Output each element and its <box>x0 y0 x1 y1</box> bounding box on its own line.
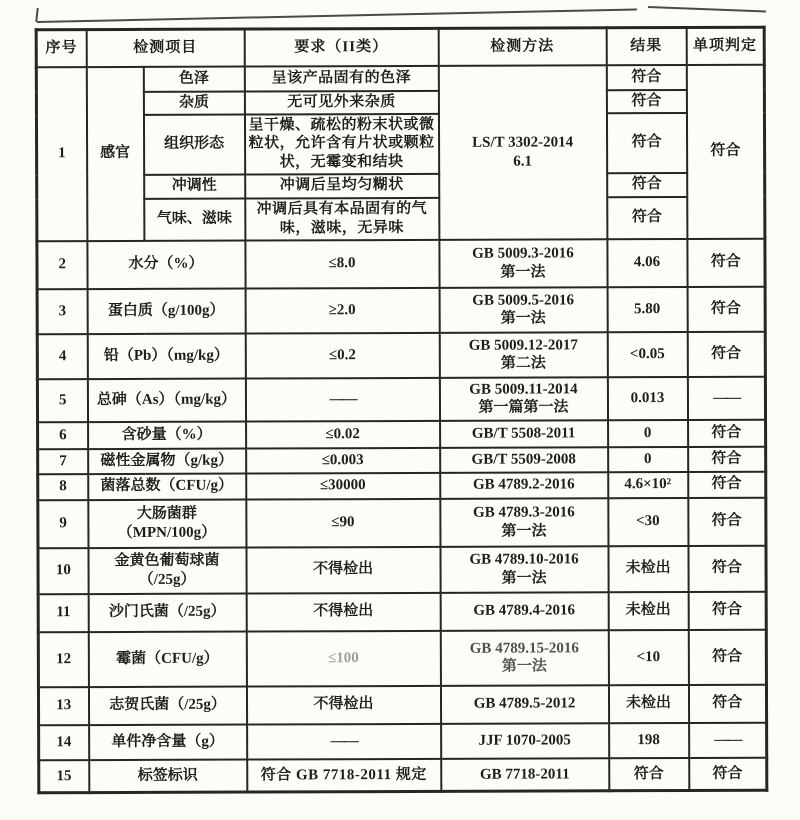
cell-no: 6 <box>38 422 88 449</box>
scan-artifact-line <box>37 8 637 23</box>
cell-no: 8 <box>38 474 88 500</box>
cell-result: <0.05 <box>607 332 687 377</box>
table-row <box>37 331 765 379</box>
cell-item: 感官 <box>86 66 144 240</box>
cell-item: 大肠菌群 （MPN/100g） <box>88 499 246 548</box>
cell-item: 单件净含量（g） <box>89 724 247 760</box>
table-header-row <box>36 27 764 67</box>
cell-judgment: —— <box>687 376 765 419</box>
table-row <box>37 286 765 334</box>
cell-method: GB 4789.5-2012 <box>440 685 608 724</box>
cell-judgment: 符合 <box>688 545 766 591</box>
header-method: 检测方法 <box>438 28 606 66</box>
cell-result: 符合 <box>606 65 686 90</box>
cell-item: 铅（Pb）（mg/kg） <box>87 333 245 379</box>
table-row <box>38 497 766 548</box>
cell-requirement: 呈干燥、疏松的粉末状或微粒状，允许含有片状或颗粒状，无霉变和结块 <box>244 113 438 174</box>
cell-judgment: 符合 <box>688 419 766 446</box>
cell-judgment: 符合 <box>688 591 766 629</box>
table-row <box>38 684 766 725</box>
cell-requirement: 符合 GB 7718-2011 规定 <box>247 759 441 793</box>
cell-result: 未检出 <box>608 685 688 723</box>
table-row <box>36 89 764 115</box>
cell-subitem: 色泽 <box>143 66 244 91</box>
cell-judgment: 符合 <box>688 446 766 471</box>
cell-result: 符合 <box>607 173 687 197</box>
cell-judgment: 符合 <box>689 757 767 790</box>
cell-no: 13 <box>38 687 88 725</box>
cell-result: 未检出 <box>608 546 688 592</box>
cell-requirement: 呈该产品固有的色泽 <box>244 65 438 91</box>
cell-requirement: ≤100 <box>246 631 440 687</box>
cell-requirement: 不得检出 <box>246 547 440 594</box>
cell-no: 10 <box>38 548 88 594</box>
cell-requirement: ≤0.003 <box>246 448 440 474</box>
cell-item: 标签标识 <box>89 759 247 793</box>
table-row <box>36 112 764 175</box>
table-row <box>37 172 765 199</box>
cell-result: 符合 <box>609 758 689 791</box>
cell-method: JJF 1070-2005 <box>441 723 609 759</box>
cell-method: GB/T 5508-2011 <box>440 420 608 448</box>
cell-subitem: 杂质 <box>143 91 244 114</box>
cell-requirement: ≤90 <box>246 499 440 548</box>
header-requirement: 要求（II类） <box>244 28 438 66</box>
cell-result: 0 <box>608 420 688 447</box>
cell-result: 未检出 <box>608 592 688 630</box>
header-result: 结果 <box>606 28 686 65</box>
table-row <box>36 64 764 92</box>
cell-judgment: 符合 <box>688 629 766 684</box>
cell-requirement: ≥2.0 <box>245 288 439 334</box>
cell-result: 0 <box>608 447 688 472</box>
cell-requirement: 不得检出 <box>246 593 440 632</box>
cell-requirement: ≤0.2 <box>245 333 439 379</box>
cell-method: GB 4789.15-2016 第一法 <box>440 630 608 686</box>
cell-no: 15 <box>39 760 89 793</box>
scanned-report-sheet <box>35 26 769 795</box>
cell-requirement: —— <box>247 724 441 760</box>
cell-no: 7 <box>38 449 88 474</box>
cell-item: 金黄色葡萄球菌 （/25g） <box>88 547 246 594</box>
scan-artifact-line <box>648 6 766 13</box>
table-row <box>38 419 766 449</box>
cell-judgment: 符合 <box>687 286 765 331</box>
cell-no: 3 <box>37 289 87 334</box>
cell-method: GB 5009.12-2017 第二法 <box>439 332 607 378</box>
cell-item: 水分（%） <box>87 240 245 289</box>
cell-result: 符合 <box>607 197 687 239</box>
cell-no: 11 <box>38 594 88 632</box>
cell-result: 4.6×10² <box>608 472 688 498</box>
cell-item: 磁性金属物（g/kg） <box>88 448 246 474</box>
cell-requirement: 冲调后具有本品固有的气味，滋味，无异味 <box>245 198 439 241</box>
table-row <box>38 446 766 474</box>
cell-judgment: —— <box>689 722 767 757</box>
cell-no: 1 <box>36 67 87 241</box>
cell-method: GB 5009.5-2016 第一法 <box>439 287 607 333</box>
cell-result: 5.80 <box>607 287 687 332</box>
cell-judgment: 符合 <box>688 497 766 545</box>
cell-method: GB 7718-2011 <box>441 758 609 792</box>
cell-no: 12 <box>38 632 88 687</box>
cell-requirement: ≤0.02 <box>246 421 440 449</box>
cell-item: 志贺氏菌（/25g） <box>88 686 246 725</box>
table-row <box>38 591 766 632</box>
table-row <box>37 196 765 241</box>
cell-item: 含砂量（%） <box>88 421 246 449</box>
cell-requirement: ≤30000 <box>246 473 440 500</box>
cell-result: 符合 <box>606 113 686 174</box>
cell-method: GB 4789.2-2016 <box>440 472 608 499</box>
header-judgment: 单项判定 <box>686 27 764 64</box>
cell-judgment: 符合 <box>687 331 765 376</box>
cell-method: GB 4789.10-2016 第一法 <box>440 546 608 593</box>
table-row <box>37 376 765 422</box>
cell-requirement: —— <box>245 378 439 422</box>
cell-result: 符合 <box>606 90 686 113</box>
cell-item: 沙门氏菌（/25g） <box>88 593 246 632</box>
cell-subitem: 冲调性 <box>144 174 245 198</box>
scan-artifact-tick <box>35 8 38 22</box>
table-row <box>38 545 766 594</box>
cell-judgment: 符合 <box>687 238 765 286</box>
cell-result: 0.013 <box>607 377 687 420</box>
cell-judgment: 符合 <box>686 64 765 239</box>
cell-requirement: 冲调后呈均匀糊状 <box>245 174 439 199</box>
cell-method: GB 5009.11-2014 第一篇第一法 <box>439 377 607 421</box>
cell-item: 蛋白质（g/100g） <box>87 288 245 334</box>
cell-method: LS/T 3302-2014 6.1 <box>438 65 607 240</box>
cell-no: 4 <box>37 334 87 379</box>
cell-result: <10 <box>608 630 688 685</box>
cell-requirement: 无可见外来杂质 <box>244 90 438 114</box>
cell-no: 5 <box>37 379 87 422</box>
cell-subitem: 组织形态 <box>143 114 244 175</box>
cell-item: 总砷（As）（mg/kg） <box>87 378 245 422</box>
table-row <box>39 757 767 793</box>
cell-method: GB 4789.3-2016 第一法 <box>440 498 608 547</box>
cell-method: GB 4789.4-2016 <box>440 592 608 631</box>
cell-item: 霉菌（CFU/g） <box>88 631 246 687</box>
cell-method: GB 5009.3-2016 第一法 <box>439 239 607 288</box>
cell-result: <30 <box>608 498 688 546</box>
cell-result: 198 <box>609 723 689 758</box>
table-row <box>39 722 767 760</box>
cell-judgment: 符合 <box>688 471 766 497</box>
cell-item: 菌落总数（CFU/g） <box>88 473 246 500</box>
header-no: 序号 <box>36 30 86 67</box>
cell-requirement: ≤8.0 <box>245 240 439 289</box>
cell-no: 2 <box>37 241 87 289</box>
header-item: 检测项目 <box>86 29 244 67</box>
table-row <box>38 629 766 687</box>
table-row <box>37 238 765 289</box>
cell-judgment: 符合 <box>688 684 766 722</box>
inspection-table <box>35 26 769 795</box>
cell-result: 4.06 <box>607 239 687 287</box>
cell-no: 9 <box>38 500 88 548</box>
cell-no: 14 <box>39 725 89 760</box>
cell-subitem: 气味、滋味 <box>144 198 245 240</box>
cell-method: GB/T 5509-2008 <box>440 447 608 473</box>
cell-requirement: 不得检出 <box>246 686 440 725</box>
table-row <box>38 471 766 500</box>
